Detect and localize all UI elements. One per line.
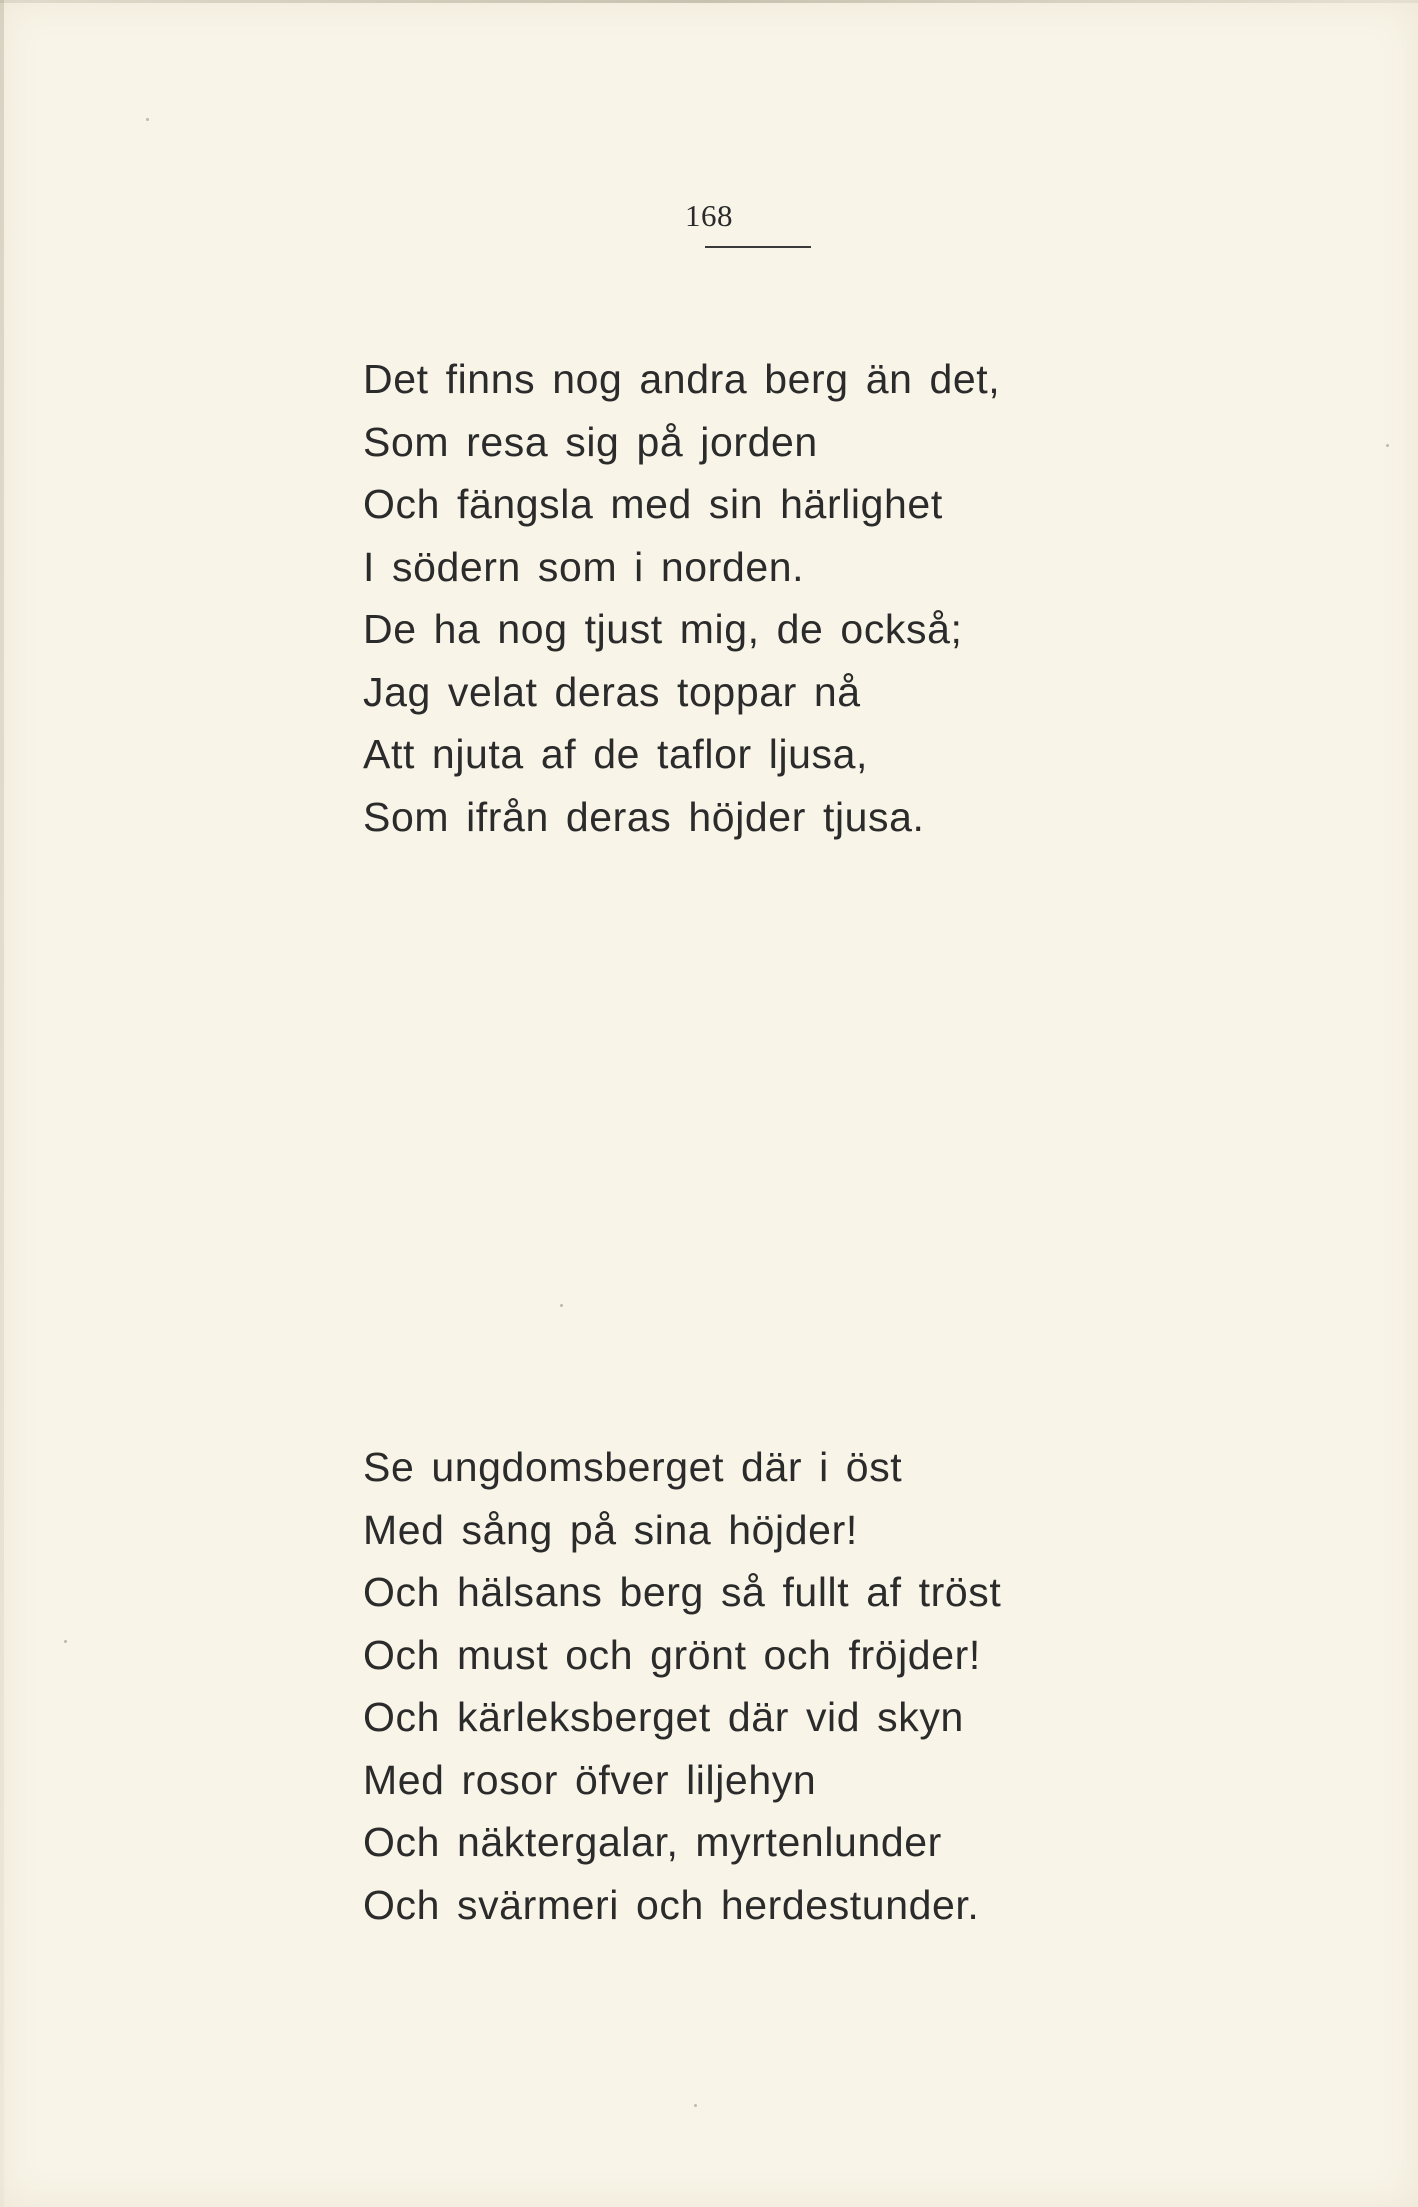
paper-speck xyxy=(146,118,149,121)
paper-speck xyxy=(1386,444,1389,447)
poem-line: Och hälsans berg så fullt af tröst xyxy=(363,1569,1002,1615)
poem-line: Att njuta af de taflor ljusa, xyxy=(363,731,869,777)
poem-line: Se ungdomsberget där i öst xyxy=(363,1444,903,1490)
poem-line: Jag velat deras toppar nå xyxy=(363,668,861,715)
poem-line: I södern som i norden. xyxy=(363,543,805,590)
poem-line: De ha nog tjust mig, de också; xyxy=(363,606,963,652)
stanza-2 xyxy=(363,1436,1163,1936)
poem-line: Som resa sig på jorden xyxy=(363,418,818,465)
poem-line: Det finns nog andra berg än det, xyxy=(363,356,1001,402)
paper-speck xyxy=(560,1304,563,1307)
page-left-edge xyxy=(0,0,4,2207)
paper-speck xyxy=(694,2104,697,2107)
paper-speck xyxy=(64,1640,67,1643)
poem-line: Och fängsla med sin härlighet xyxy=(363,481,943,527)
page-number-underline xyxy=(705,246,811,248)
poem-line: Och svärmeri och herdestunder. xyxy=(363,1881,980,1928)
poem-line: Och must och grönt och fröjder! xyxy=(363,1631,981,1678)
poem-line: Och näktergalar, myrtenlunder xyxy=(363,1819,942,1865)
page-top-edge xyxy=(0,0,1418,3)
page-number: 168 xyxy=(685,198,733,233)
poem-line: Med rosor öfver liljehyn xyxy=(363,1756,817,1803)
stanza-1 xyxy=(363,348,1163,848)
poem-line: Med sång på sina höjder! xyxy=(363,1506,858,1553)
poem-line: Som ifrån deras höjder tjusa. xyxy=(363,793,925,840)
poem-line: Och kärleksberget där vid skyn xyxy=(363,1694,964,1740)
